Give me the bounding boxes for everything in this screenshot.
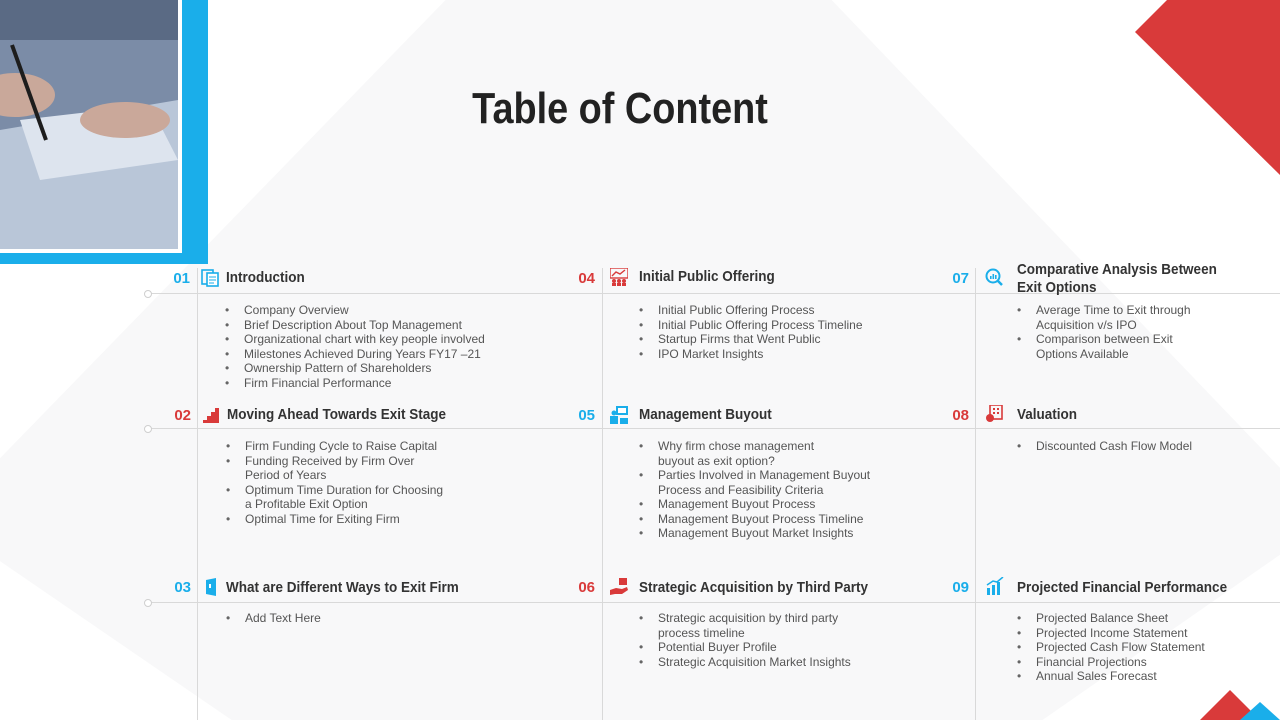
row-divider-dot xyxy=(144,290,152,298)
section-number: 09 xyxy=(952,579,969,596)
list-item: • Strategic Acquisition Market Insights xyxy=(639,655,869,670)
bar-chart-icon xyxy=(986,577,1004,595)
section-number: 06 xyxy=(578,579,595,596)
list-item: • Initial Public Offering Process Timeline xyxy=(639,318,959,333)
list-item: • IPO Market Insights xyxy=(639,347,959,362)
list-item: • Organizational chart with key people involved xyxy=(225,332,555,347)
section-heading[interactable]: Valuation xyxy=(1017,406,1078,423)
column-divider xyxy=(975,268,976,720)
hand-signing-photo xyxy=(0,0,178,249)
column-divider xyxy=(197,268,198,720)
list-item: • Optimal Time for Exiting Firm xyxy=(226,512,441,527)
section-number: 04 xyxy=(578,270,595,287)
section-number: 08 xyxy=(952,407,969,424)
list-item: • Parties Involved in Management Buyout Process and Feasibility Criteria xyxy=(639,468,873,497)
magnifier-chart-icon xyxy=(985,268,1003,286)
section-heading[interactable]: Comparative Analysis Between Exit Options xyxy=(1017,261,1217,296)
section-heading[interactable]: Strategic Acquisition by Third Party xyxy=(639,579,869,596)
section-items xyxy=(639,611,869,669)
list-item: • Funding Received by Firm Over Period of Years xyxy=(226,454,425,483)
hand-money-icon xyxy=(610,578,628,596)
list-item: • Ownership Pattern of Shareholders xyxy=(225,361,555,376)
list-item: • Projected Cash Flow Statement xyxy=(1017,640,1247,655)
column-divider xyxy=(602,268,603,720)
corner-decoration-red xyxy=(1135,0,1280,175)
section-heading[interactable]: What are Different Ways to Exit Firm xyxy=(226,579,459,596)
section-number: 05 xyxy=(578,407,595,424)
list-item: • Why firm chose management buyout as exit option? xyxy=(639,439,848,468)
list-item: • Potential Buyer Profile xyxy=(639,640,869,655)
section-number: 01 xyxy=(173,270,190,287)
page-title: Table of Content xyxy=(472,84,768,133)
list-item: • Annual Sales Forecast xyxy=(1017,669,1247,684)
section-items xyxy=(639,439,869,541)
row-divider xyxy=(148,428,1280,429)
list-item: • Company Overview xyxy=(225,303,555,318)
list-item: • Projected Income Statement xyxy=(1017,626,1247,641)
list-item: • Comparison between Exit Options Available xyxy=(1017,332,1196,361)
list-item: • Firm Funding Cycle to Raise Capital xyxy=(226,439,441,454)
section-heading[interactable]: Moving Ahead Towards Exit Stage xyxy=(227,406,447,423)
list-item: • Add Text Here xyxy=(226,611,556,626)
list-item: • Initial Public Offering Process xyxy=(639,303,959,318)
stairs-growth-icon xyxy=(202,406,220,424)
list-item: • Management Buyout Process Timeline xyxy=(639,512,869,527)
section-items xyxy=(226,611,556,626)
list-item: • Financial Projections xyxy=(1017,655,1247,670)
section-items xyxy=(1017,611,1247,684)
exit-door-icon xyxy=(203,578,221,596)
section-items xyxy=(639,303,959,361)
list-item: • Brief Description About Top Management xyxy=(225,318,555,333)
list-item: • Discounted Cash Flow Model xyxy=(1017,439,1237,454)
section-heading[interactable]: Projected Financial Performance xyxy=(1017,579,1228,596)
document-icon xyxy=(201,269,219,287)
section-number: 03 xyxy=(174,579,191,596)
row-divider-dot xyxy=(144,599,152,607)
section-number: 02 xyxy=(174,407,191,424)
list-item: • Milestones Achieved During Years FY17 –21 xyxy=(225,347,555,362)
list-item: • Projected Balance Sheet xyxy=(1017,611,1247,626)
section-items xyxy=(1017,439,1237,454)
team-chart-icon xyxy=(610,268,628,286)
section-heading[interactable]: Introduction xyxy=(226,269,305,286)
presentation-icon xyxy=(610,406,628,424)
section-items xyxy=(1017,303,1217,361)
list-item: • Management Buyout Market Insights xyxy=(639,526,869,541)
list-item: • Optimum Time Duration for Choosing a Profitable Exit Option xyxy=(226,483,445,512)
section-heading[interactable]: Initial Public Offering xyxy=(639,268,775,285)
row-divider xyxy=(148,602,1280,603)
section-number: 07 xyxy=(952,270,969,287)
corner-decoration-bottom xyxy=(1200,680,1280,720)
list-item: • Management Buyout Process xyxy=(639,497,869,512)
list-item: • Startup Firms that Went Public xyxy=(639,332,959,347)
section-items xyxy=(226,439,444,526)
section-heading[interactable]: Management Buyout xyxy=(639,406,772,423)
list-item: • Firm Financial Performance xyxy=(225,376,555,391)
list-item: • Average Time to Exit through Acquisition v/s IPO xyxy=(1017,303,1201,332)
row-divider-dot xyxy=(144,425,152,433)
list-item: • Strategic acquisition by third party process timeline xyxy=(639,611,858,640)
valuation-report-icon xyxy=(986,405,1004,423)
section-items xyxy=(225,303,555,390)
photo-frame xyxy=(0,0,208,264)
